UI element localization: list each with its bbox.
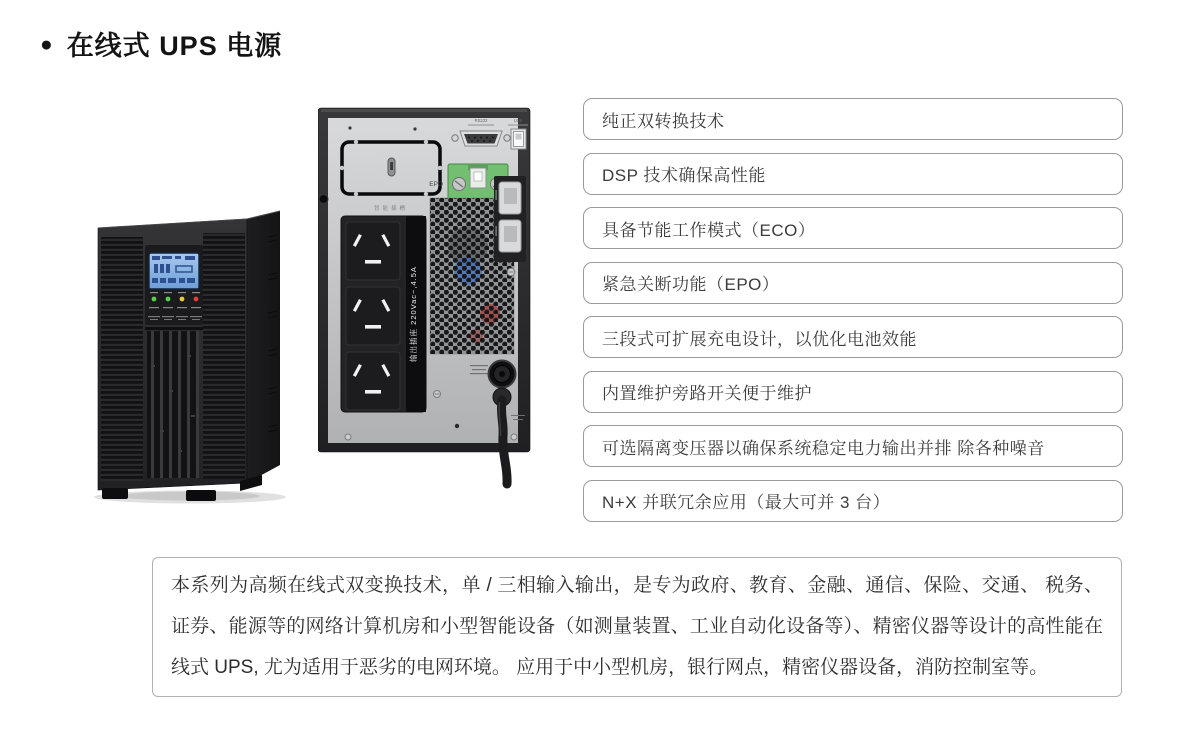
feature-box-7 xyxy=(583,425,1123,467)
front-foot-left xyxy=(102,488,128,499)
feature-list xyxy=(583,98,1123,522)
feature-text: 具备节能工作模式（ECO） xyxy=(602,220,816,240)
description-box xyxy=(152,557,1122,697)
feature-text: 内置维护旁路开关便于维护 xyxy=(602,384,812,403)
front-foot-right xyxy=(186,490,216,501)
front-lower-grille xyxy=(147,331,199,478)
description-text: 本系列为高频在线式双变换技术，单 / 三相输入输出，是专为政府、教育、金融、通信、保险、交通、 税务、证券、能源等的网络计算机房和小型智能设备（如测量装置、工业自动化设备等）、精密仪器等设计的高性能在线式 UPS, 尤为适用于恶劣的电网环境。 应用于中小型机房，银行网点，精密仪器设备，消防控制室等。 xyxy=(171,575,1103,678)
feature-box-4 xyxy=(583,262,1123,304)
smart-slot-label: 智能插槽 xyxy=(373,206,409,212)
connector-recess xyxy=(494,176,526,262)
outlet-socket-2 xyxy=(346,287,400,345)
page-title-text: 在线式 UPS 电源 xyxy=(66,31,283,61)
feature-box-6 xyxy=(583,371,1123,413)
feature-text: DSP 技术确保高性能 xyxy=(602,166,766,185)
ups-front-image xyxy=(90,195,290,505)
ups-rear-svg xyxy=(318,106,533,491)
ups-front-svg xyxy=(90,195,290,505)
outlet-module xyxy=(341,216,426,412)
feature-box-5 xyxy=(583,316,1123,358)
feature-text: N+X 并联冗余应用（最大可并 3 台） xyxy=(602,493,891,512)
feature-box-1 xyxy=(583,98,1123,140)
feature-text: 可选隔离变压器以确保系统稳定电力输出并排 除各种噪音 xyxy=(602,438,1045,458)
left-vent-grille xyxy=(101,237,143,481)
feature-text: 紧急关断功能（EPO） xyxy=(602,275,780,294)
outlet-strip-text: 输出插座 220Vac~,4.5A xyxy=(409,266,418,362)
feature-box-2 xyxy=(583,153,1123,195)
side-panel xyxy=(247,211,280,483)
right-vent-grille xyxy=(203,233,245,479)
feature-box-8 xyxy=(583,480,1123,522)
epo-label: EPO xyxy=(429,181,443,188)
outlet-socket-1 xyxy=(346,222,400,280)
panel-hole xyxy=(455,424,459,428)
rs232-label: RS232 xyxy=(474,118,488,123)
frame-screw-left xyxy=(319,195,328,204)
feature-text: 纯正双转换技术 xyxy=(602,111,725,131)
bullet-icon: ● xyxy=(40,33,54,56)
ups-rear-image xyxy=(318,106,533,491)
feature-text: 三段式可扩展充电设计，以优化电池效能 xyxy=(602,329,917,349)
outlet-socket-3 xyxy=(346,352,400,410)
page-title xyxy=(40,24,282,63)
usb-label: USB xyxy=(513,118,523,123)
feature-box-3 xyxy=(583,207,1123,249)
